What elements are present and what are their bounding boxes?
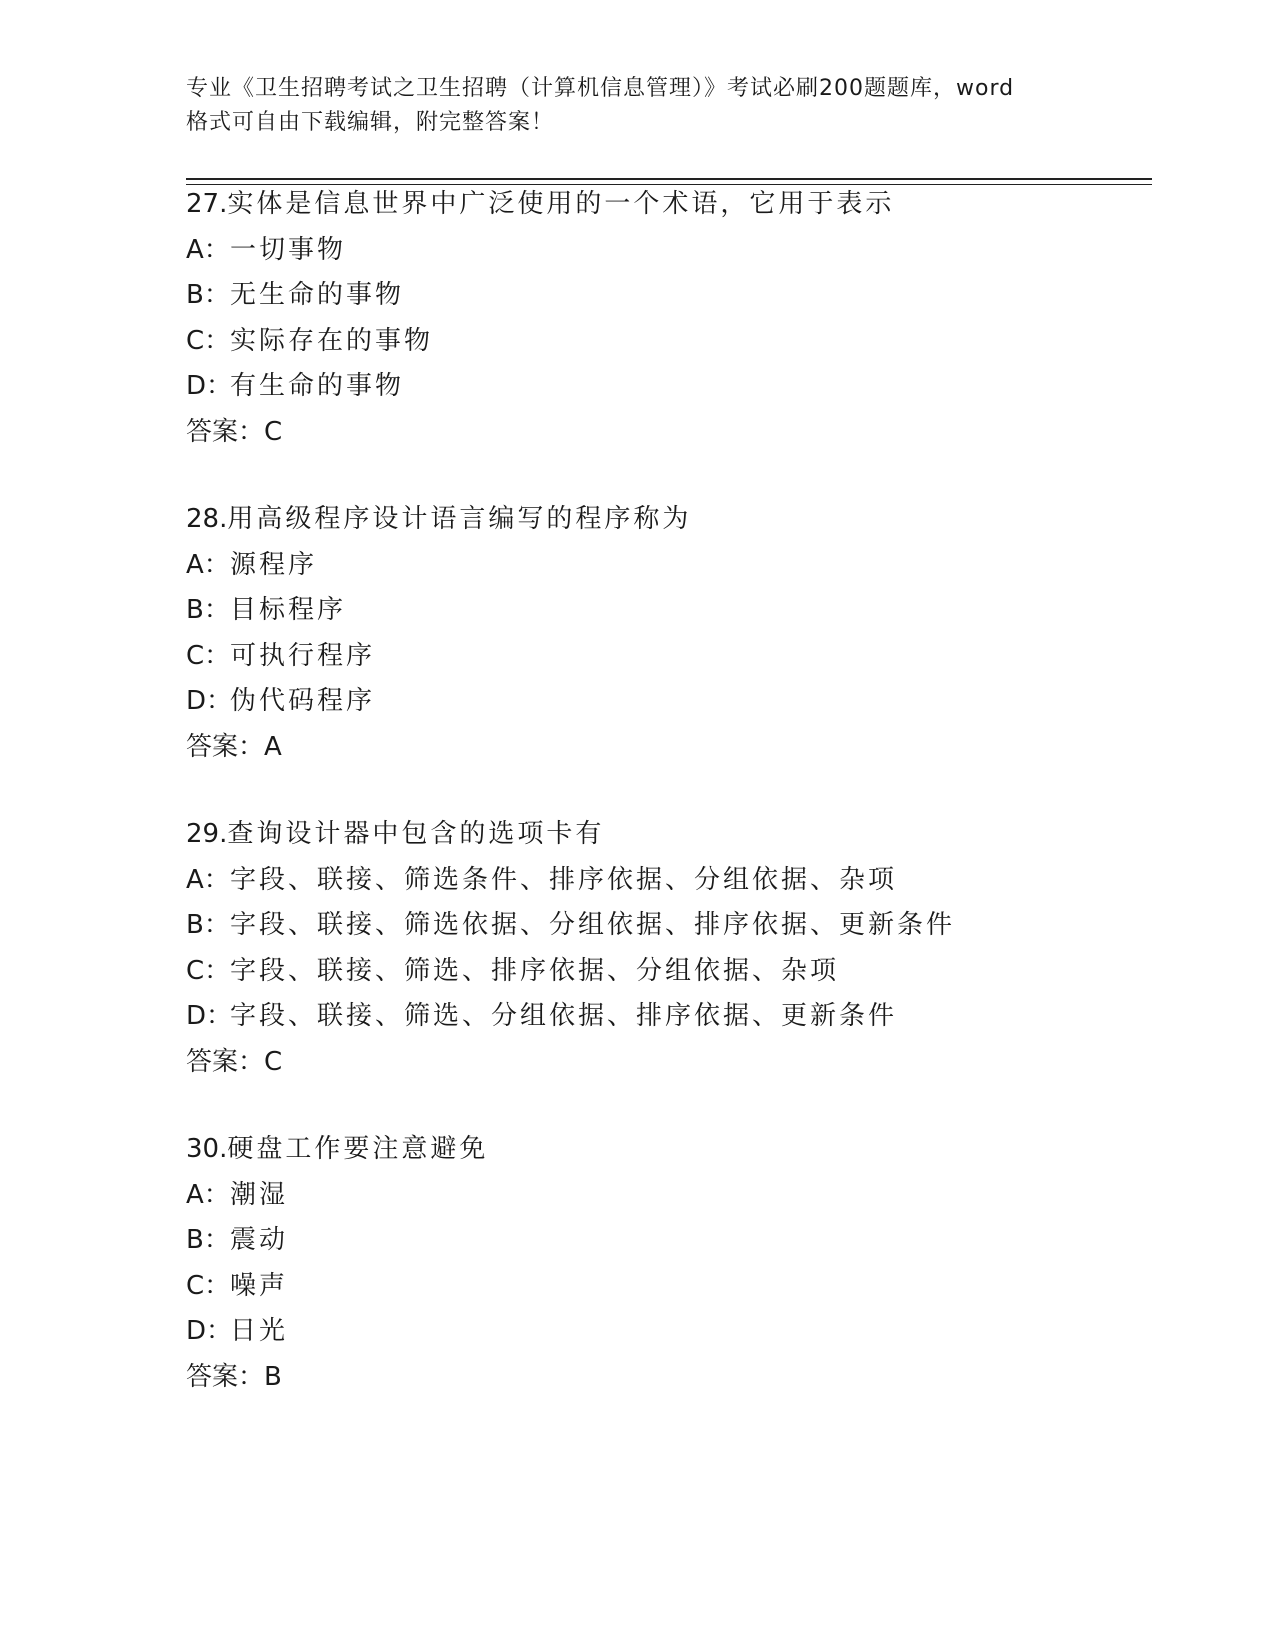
option-text: 一切事物 xyxy=(230,234,347,265)
option-b xyxy=(186,588,1186,634)
option-letter: C： xyxy=(186,955,231,986)
option-a xyxy=(186,858,1186,904)
answer-line: 答案：A xyxy=(186,731,282,762)
option-text: 目标程序 xyxy=(230,595,347,625)
question-number: 27. xyxy=(186,189,228,219)
option-letter: B： xyxy=(186,595,230,625)
option-letter: A： xyxy=(186,1179,230,1210)
question-number: 28. xyxy=(186,504,228,534)
option-text: 震动 xyxy=(230,1225,289,1255)
option-text: 字段、联接、筛选条件、排序依据、分组依据、杂项 xyxy=(230,864,898,895)
option-text: 伪代码程序 xyxy=(230,686,376,716)
header-line-2: 格式可自由下载编辑，附完整答案！ xyxy=(186,110,555,135)
option-c xyxy=(186,634,1186,680)
question-28 xyxy=(186,497,1186,770)
option-text: 潮湿 xyxy=(230,1179,289,1210)
option-b xyxy=(186,903,1186,949)
option-letter: B： xyxy=(186,1225,230,1255)
question-text: 实体是信息世界中广泛使用的一个术语，它用于表示 xyxy=(227,189,895,219)
option-c xyxy=(186,319,1186,365)
answer-line: 答案：C xyxy=(186,1046,283,1077)
option-letter: B： xyxy=(186,910,230,940)
option-letter: C： xyxy=(186,325,231,356)
answer-line: 答案：B xyxy=(186,1361,282,1392)
option-text: 有生命的事物 xyxy=(230,371,405,401)
option-d xyxy=(186,364,1186,410)
option-text: 源程序 xyxy=(230,549,318,580)
question-stem xyxy=(186,497,1186,543)
option-letter: C： xyxy=(186,640,231,671)
question-number: 30. xyxy=(186,1134,228,1164)
option-letter: A： xyxy=(186,864,230,895)
question-29 xyxy=(186,812,1186,1085)
question-stem xyxy=(186,1127,1186,1173)
option-b xyxy=(186,1218,1186,1264)
option-text: 日光 xyxy=(230,1316,289,1346)
option-c xyxy=(186,949,1186,995)
option-a xyxy=(186,228,1186,274)
option-text: 字段、联接、筛选、排序依据、分组依据、杂项 xyxy=(230,955,840,986)
question-stem xyxy=(186,812,1186,858)
question-text: 查询设计器中包含的选项卡有 xyxy=(227,819,605,849)
option-a xyxy=(186,1173,1186,1219)
option-letter: A： xyxy=(186,549,230,580)
header-divider xyxy=(186,178,1152,180)
option-d xyxy=(186,994,1186,1040)
question-number: 29. xyxy=(186,819,228,849)
option-text: 可执行程序 xyxy=(230,640,376,671)
option-letter: B： xyxy=(186,280,230,310)
question-text: 用高级程序设计语言编写的程序称为 xyxy=(227,504,692,534)
answer-line: 答案：C xyxy=(186,416,283,447)
question-27 xyxy=(186,182,1186,455)
document-header xyxy=(186,72,1086,140)
option-d xyxy=(186,1309,1186,1355)
option-letter: D： xyxy=(186,1001,233,1031)
option-letter: D： xyxy=(186,686,233,716)
option-d xyxy=(186,679,1186,725)
option-text: 实际存在的事物 xyxy=(230,325,434,356)
option-b xyxy=(186,273,1186,319)
option-text: 字段、联接、筛选、分组依据、排序依据、更新条件 xyxy=(230,1001,898,1031)
option-letter: D： xyxy=(186,371,233,401)
option-text: 噪声 xyxy=(230,1270,289,1301)
option-letter: C： xyxy=(186,1270,231,1301)
header-line-1: 专业《卫生招聘考试之卫生招聘（计算机信息管理）》考试必刷200题题库，word xyxy=(186,76,1015,101)
option-c xyxy=(186,1264,1186,1310)
question-30 xyxy=(186,1127,1186,1400)
option-a xyxy=(186,543,1186,589)
option-text: 无生命的事物 xyxy=(230,280,405,310)
question-text: 硬盘工作要注意避免 xyxy=(227,1134,489,1164)
question-stem xyxy=(186,182,1186,228)
option-text: 字段、联接、筛选依据、分组依据、排序依据、更新条件 xyxy=(230,910,956,940)
option-letter: D： xyxy=(186,1316,233,1346)
option-letter: A： xyxy=(186,234,230,265)
